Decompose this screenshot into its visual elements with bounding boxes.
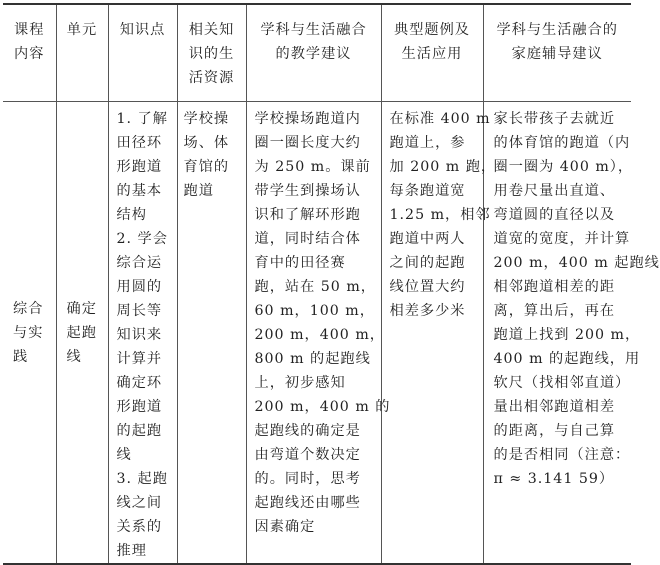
text-line: 线之间: [116, 495, 163, 511]
text-line: 课程: [14, 22, 45, 38]
cell-typical-examples: [381, 102, 497, 565]
text-line: 育馆的: [183, 159, 230, 175]
text-line: 与实: [13, 324, 44, 341]
header-row: [3, 4, 631, 102]
text-line: 量出相邻跑道相差: [493, 399, 616, 415]
table-header: [3, 4, 631, 102]
text-line: 形跑道: [116, 399, 163, 415]
text-line: 线: [66, 348, 82, 365]
text-line: 的体育馆的跑道（内: [493, 135, 631, 151]
text-line: 典型题例及: [394, 22, 470, 38]
text-line: 用圆的: [116, 279, 163, 295]
text-line: 200 m，400 m 起跑线: [493, 255, 660, 271]
text-line: 跑道上，参: [389, 135, 466, 151]
text-line: 确定: [66, 300, 97, 317]
text-line: 关系的: [116, 519, 163, 535]
text-line: 上，初步感知: [254, 375, 346, 391]
text-line: 学校操: [183, 111, 230, 127]
text-line: 圈一圈为 400 m），: [493, 159, 634, 175]
text-line: 起跑: [66, 324, 97, 341]
text-line: 起跑线的确定是: [254, 423, 361, 439]
text-line: 周长等: [116, 303, 163, 319]
text-line: 知识来: [116, 327, 163, 343]
text-line: 学科与生活融合的: [496, 22, 618, 38]
header-teaching-suggestions: [246, 4, 381, 102]
text-line: 圈一圈长度大约: [254, 135, 361, 151]
text-line: 形跑道: [116, 159, 163, 175]
header-course-content: [3, 4, 56, 102]
text-line: 育中的田径赛: [254, 255, 346, 271]
text-line: 识的生: [188, 46, 235, 62]
text-line: 3. 起跑: [116, 471, 168, 487]
header-knowledge-points: [108, 4, 177, 102]
text-line: 推理: [116, 543, 147, 559]
text-line: 离，算出后，再在: [493, 303, 616, 319]
text-line: 的起跑: [116, 423, 163, 439]
cell-knowledge-points: [108, 102, 177, 565]
text-line: 场、体: [183, 135, 230, 151]
text-line: 为 250 m。课前: [254, 159, 371, 175]
text-line: 400 m 的起跑线，用: [493, 351, 641, 367]
text-line: 相差多少米: [389, 303, 466, 319]
cell-teaching-suggestions: [246, 102, 391, 565]
text-line: 相邻跑道相差的距: [493, 279, 616, 295]
text-line: 2. 学会: [116, 231, 168, 247]
text-line: 线位置大约: [389, 279, 466, 295]
text-line: 学校操场跑道内: [254, 111, 361, 127]
text-line: 1.25 m，相邻: [389, 207, 491, 223]
text-line: 弯道圆的直径以及: [493, 207, 616, 223]
text-line: 计算并: [116, 351, 163, 367]
text-line: 活资源: [188, 70, 235, 86]
text-line: 跑道: [183, 183, 214, 199]
text-line: 加 200 m 跑，: [389, 159, 497, 175]
cell-unit: [56, 102, 108, 565]
text-line: 800 m 的起跑线: [254, 351, 371, 367]
table-row: [3, 102, 631, 565]
text-line: 每条跑道宽: [389, 183, 466, 199]
text-line: 家长带孩子去就近: [493, 111, 616, 127]
header-life-resources: [177, 4, 246, 102]
header-unit: [56, 4, 108, 102]
text-line: 200 m，400 m 的: [254, 399, 391, 415]
text-line: 用卷尺量出直道、: [493, 183, 616, 199]
text-line: 结构: [116, 207, 147, 223]
text-line: 确定环: [116, 375, 163, 391]
text-line: 的。同时，思考: [254, 471, 361, 487]
text-line: 的是否相同（注意：: [493, 447, 631, 463]
text-line: 相关知: [188, 22, 235, 38]
text-line: 知识点: [119, 22, 166, 38]
text-line: π ≈ 3.141 59）: [493, 471, 615, 487]
text-line: 内容: [14, 46, 45, 62]
text-line: 带学生到操场认: [254, 183, 361, 199]
text-line: 学科与生活融合: [260, 22, 367, 38]
text-line: 单元: [66, 22, 98, 38]
text-line: 起跑线还由哪些: [254, 495, 361, 511]
text-line: 60 m，100 m，: [254, 303, 375, 319]
text-line: 综合运: [116, 255, 163, 271]
curriculum-table: [3, 3, 660, 565]
text-line: 家庭辅导建议: [511, 46, 603, 62]
text-line: 跑，站在 50 m，: [254, 279, 376, 295]
text-line: 因素确定: [254, 519, 316, 535]
text-line: 识和了解环形跑: [254, 207, 361, 223]
header-typical-examples: [381, 4, 483, 102]
text-line: 线: [116, 447, 132, 463]
text-line: 200 m，400 m，: [254, 327, 385, 343]
text-line: 的基本: [116, 183, 163, 199]
text-line: 的教学建议: [275, 46, 352, 62]
text-line: 跑道中两人: [389, 231, 466, 247]
text-line: 综合: [13, 300, 44, 317]
cell-family-guidance: [483, 102, 660, 565]
text-line: 道宽的宽度，并计算: [493, 231, 631, 247]
header-family-guidance: [483, 4, 631, 102]
text-line: 由弯道个数决定: [254, 447, 361, 463]
text-line: 践: [13, 348, 29, 365]
text-line: 跑道上找到 200 m，: [493, 327, 641, 343]
cell-life-resources: [177, 102, 246, 565]
text-line: 的距离，与自己算: [493, 423, 616, 439]
text-line: 之间的起跑: [389, 255, 466, 271]
text-line: 田径环: [116, 135, 163, 151]
table-body: [3, 102, 660, 565]
text-line: 生活应用: [401, 46, 463, 62]
text-line: 1. 了解: [116, 111, 168, 127]
cell-course-content: [3, 102, 56, 565]
text-line: 在标准 400 m: [389, 111, 491, 127]
text-line: 软尺（找相邻直道）: [493, 375, 631, 391]
text-line: 道，同时结合体: [254, 231, 361, 247]
